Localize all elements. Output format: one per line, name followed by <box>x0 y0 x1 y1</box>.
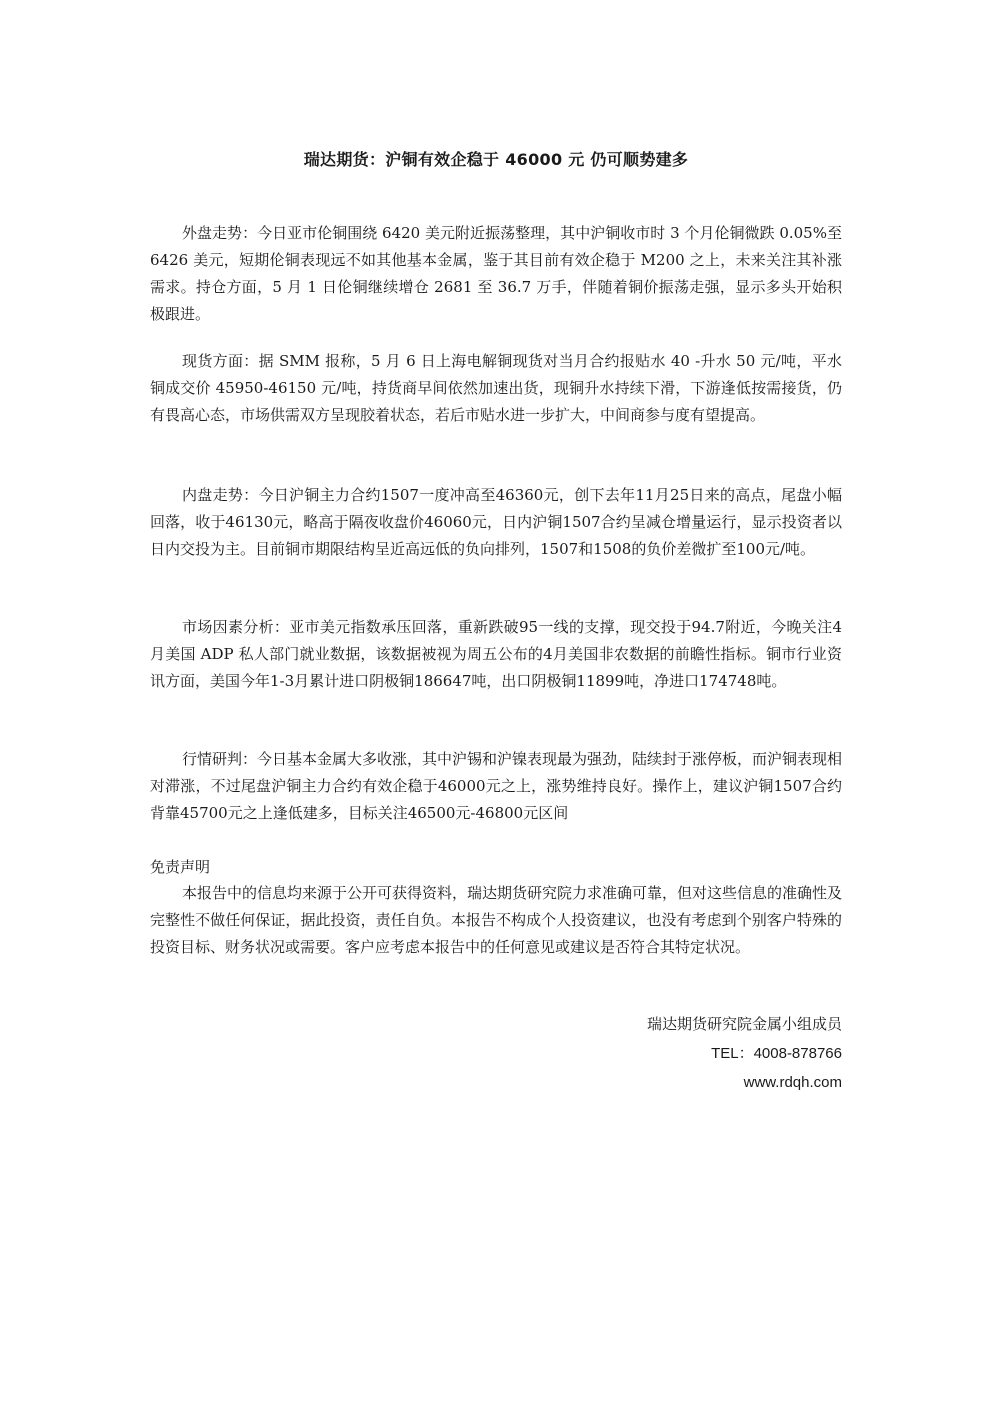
disclaimer-heading: 免责声明 <box>150 858 211 876</box>
paragraph-spot-market: 现货方面：据 SMM 报称，5 月 6 日上海电解铜现货对当月合约报贴水 40 -升水 50 元/吨，平水铜成交价 45950-46150 元/吨，持货商早间依然加速出货，现铜升水持续下滑，下游逢低按需接货，仍有畏高心态，市场供需双方呈现胶着状态，若后市贴水进一步扩大，中间商参与度有望提高。 <box>150 352 842 424</box>
signature-tel: TEL：4008-878766 <box>711 1045 842 1062</box>
signature-block <box>647 1010 842 1097</box>
document-title: 瑞达期货：沪铜有效企稳于 46000 元 仍可顺势建多 <box>303 150 689 169</box>
disclaimer-body: 本报告中的信息均来源于公开可获得资料，瑞达期货研究院力求准确可靠，但对这些信息的准确性及完整性不做任何保证，据此投资，责任自负。本报告不构成个人投资建议，也没有考虑到个别客户特殊的投资目标、财务状况或需要。客户应考虑本报告中的任何意见或建议是否符合其特定状况。 <box>150 884 843 956</box>
paragraph-overseas-market: 外盘走势：今日亚市伦铜围绕 6420 美元附近振荡整理，其中沪铜收市时 3 个月伦铜微跌 0.05%至 6426 美元，短期伦铜表现远不如其他基本金属，鉴于其目前有效企稳于 M200 之上，未来关注其补涨需求。持仓方面，5 月 1 日伦铜继续增仓 2681 至 36.7 万手，伴随着铜价振荡走强，显示多头开始积极跟进。 <box>150 224 842 323</box>
paragraph-market-factors: 市场因素分析：亚市美元指数承压回落，重新跌破95一线的支撑，现交投于94.7附近，今晚关注4月美国 ADP 私人部门就业数据，该数据被视为周五公布的4月美国非农数据的前瞻性指标。铜市行业资讯方面，美国今年1-3月累计进口阴极铜186647吨，出口阴极铜11899吨，净进口174748吨。 <box>150 618 842 690</box>
paragraph-domestic-market: 内盘走势：今日沪铜主力合约1507一度冲高至46360元，创下去年11月25日来的高点，尾盘小幅回落，收于46130元，略高于隔夜收盘价46060元，日内沪铜1507合约呈减仓增量运行，显示投资者以日内交投为主。目前铜市期限结构呈近高远低的负向排列，1507和1508的负价差微扩至100元/吨。 <box>150 486 842 558</box>
paragraph-market-outlook: 行情研判：今日基本金属大多收涨，其中沪锡和沪镍表现最为强劲，陆续封于涨停板，而沪铜表现相对滞涨，不过尾盘沪铜主力合约有效企稳于46000元之上，涨势维持良好。操作上，建议沪铜1507合约背靠45700元之上逢低建多，目标关注46500元-46800元区间 <box>150 750 843 822</box>
signature-website: www.rdqh.com <box>743 1074 842 1091</box>
signature-author: 瑞达期货研究院金属小组成员 <box>646 1015 842 1033</box>
